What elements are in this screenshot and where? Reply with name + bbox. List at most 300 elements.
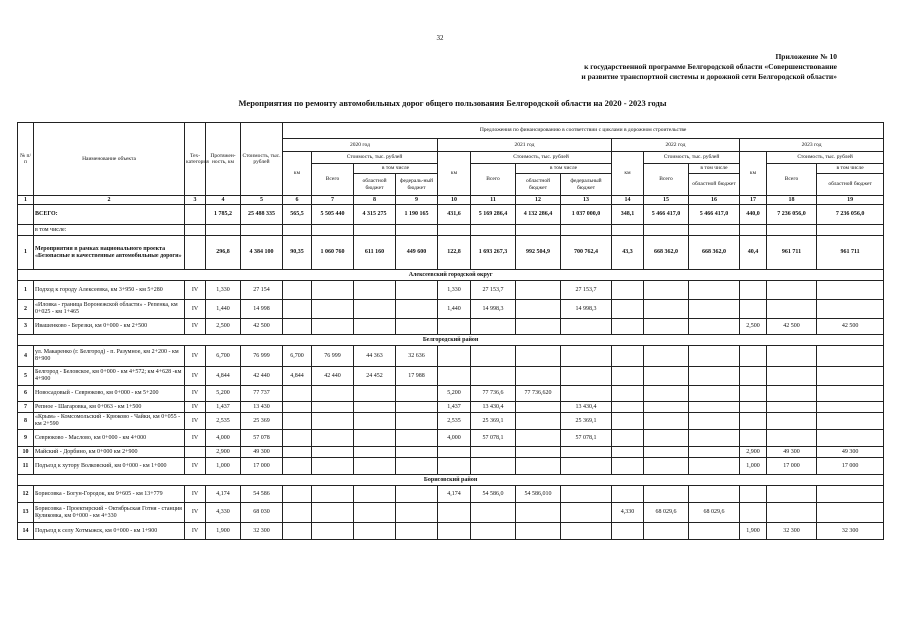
roads-repair-table xyxy=(17,122,884,540)
cell xyxy=(396,225,438,236)
cell xyxy=(438,447,471,458)
cell: 1 037 000,0 xyxy=(561,205,612,225)
cell: 5 505 440 xyxy=(312,205,354,225)
cell xyxy=(689,367,740,386)
cell xyxy=(644,447,689,458)
cell xyxy=(817,346,884,367)
cell: 4,844 xyxy=(283,367,312,386)
cell: 49 300 xyxy=(241,447,283,458)
cell: 25 488 335 xyxy=(241,205,283,225)
hdr-cost-2021: Стоимость, тыс. рублей xyxy=(471,152,612,164)
cell xyxy=(283,503,312,523)
cell xyxy=(438,523,471,540)
cell: 13 430,4 xyxy=(561,402,612,413)
cell: 77 737 xyxy=(241,386,283,402)
row-name: Белгород - Беловское, км 0+000 - км 4+572; км 4+628 -км 4+900 xyxy=(34,367,185,386)
cell xyxy=(740,413,767,430)
cell xyxy=(644,281,689,300)
cell xyxy=(516,367,561,386)
cell xyxy=(396,503,438,523)
cell xyxy=(516,319,561,335)
cell: 449 600 xyxy=(396,236,438,270)
hdr-name: Наименование объекта xyxy=(34,123,185,196)
row-no: 1 xyxy=(18,236,34,270)
cell xyxy=(283,402,312,413)
cell xyxy=(740,503,767,523)
cell xyxy=(312,281,354,300)
cell xyxy=(689,386,740,402)
cell: 5,200 xyxy=(206,386,241,402)
table-row xyxy=(18,486,884,503)
cell xyxy=(283,300,312,319)
hdr-cost: Стоимость, тыс. рублей xyxy=(241,123,283,196)
row-no: 4 xyxy=(18,346,34,367)
table-row xyxy=(18,281,884,300)
hdr-total-2023: Всего xyxy=(767,164,817,196)
cell: 77 736,6 xyxy=(471,386,516,402)
incl-label: в том числе: xyxy=(34,225,185,236)
cell xyxy=(283,447,312,458)
cell xyxy=(241,225,283,236)
row-no: 7 xyxy=(18,402,34,413)
cell xyxy=(312,458,354,475)
cell: 17 000 xyxy=(241,458,283,475)
cell xyxy=(396,523,438,540)
table-row xyxy=(18,447,884,458)
cell: 25 369,1 xyxy=(561,413,612,430)
cell xyxy=(740,346,767,367)
cell: 6,700 xyxy=(206,346,241,367)
cell xyxy=(471,319,516,335)
cell: IV xyxy=(185,367,206,386)
cell: 13 430,4 xyxy=(471,402,516,413)
cell xyxy=(471,503,516,523)
cell: 668 362,0 xyxy=(644,236,689,270)
colnum: 9 xyxy=(396,196,438,205)
cell xyxy=(312,402,354,413)
cell: 5,200 xyxy=(438,386,471,402)
cell xyxy=(689,319,740,335)
row-no: 6 xyxy=(18,386,34,402)
cell: 7 236 056,0 xyxy=(767,205,817,225)
row-name: Новосадовый - Севрюково, км 0+000 - км 5+200 xyxy=(34,386,185,402)
cell xyxy=(516,402,561,413)
cell xyxy=(767,430,817,447)
cell xyxy=(471,225,516,236)
appendix-line-1: Приложение № 10 xyxy=(775,52,837,61)
cell xyxy=(312,300,354,319)
cell xyxy=(312,503,354,523)
cell: 42 440 xyxy=(312,367,354,386)
cell: 4,174 xyxy=(206,486,241,503)
cell xyxy=(561,319,612,335)
cell xyxy=(354,447,396,458)
cell: 2,500 xyxy=(740,319,767,335)
cell xyxy=(283,225,312,236)
cell: 68 029,6 xyxy=(689,503,740,523)
cell xyxy=(740,300,767,319)
cell xyxy=(516,430,561,447)
cell xyxy=(817,413,884,430)
cell: 5 466 417,0 xyxy=(689,205,740,225)
hdr-reg-2022: областной бюджет xyxy=(689,174,740,196)
cell: 4 384 100 xyxy=(241,236,283,270)
hdr-incl-2021: в том числе xyxy=(516,164,612,174)
total-label: ВСЕГО: xyxy=(34,205,185,225)
cell: 122,8 xyxy=(438,236,471,270)
colnum: 10 xyxy=(438,196,471,205)
hdr-km-2023: км xyxy=(740,152,767,196)
cell: 17 988 xyxy=(396,367,438,386)
hdr-2021: 2021 год xyxy=(438,139,612,152)
cell xyxy=(516,447,561,458)
cell xyxy=(396,458,438,475)
table-row xyxy=(18,413,884,430)
cell xyxy=(767,413,817,430)
colnum: 18 xyxy=(767,196,817,205)
cell: 1,437 xyxy=(438,402,471,413)
cell: 668 362,0 xyxy=(689,236,740,270)
cell: IV xyxy=(185,319,206,335)
cell xyxy=(767,300,817,319)
cell xyxy=(354,523,396,540)
row-no: 8 xyxy=(18,413,34,430)
hdr-incl-2023: в том числе xyxy=(817,164,884,174)
cell xyxy=(561,458,612,475)
row-no: 12 xyxy=(18,486,34,503)
colnum: 15 xyxy=(644,196,689,205)
colnum: 17 xyxy=(740,196,767,205)
hdr-2020: 2020 год xyxy=(283,139,438,152)
cell: 32 300 xyxy=(767,523,817,540)
colnum: 14 xyxy=(612,196,644,205)
cell xyxy=(354,430,396,447)
cell xyxy=(817,386,884,402)
cell xyxy=(561,367,612,386)
cell xyxy=(740,367,767,386)
cell xyxy=(644,346,689,367)
cell: 4,330 xyxy=(206,503,241,523)
cell xyxy=(612,225,644,236)
cell: 431,6 xyxy=(438,205,471,225)
cell: 24 452 xyxy=(354,367,396,386)
row-no: 13 xyxy=(18,503,34,523)
cell: IV xyxy=(185,458,206,475)
cell xyxy=(817,281,884,300)
cell xyxy=(817,300,884,319)
row-name: Подъезд к селу Хотмыжск, км 0+000 - км 1+900 xyxy=(34,523,185,540)
cell xyxy=(438,346,471,367)
cell: 77 736,620 xyxy=(516,386,561,402)
cell xyxy=(817,503,884,523)
cell xyxy=(354,458,396,475)
cell: 57 078 xyxy=(241,430,283,447)
cell xyxy=(561,225,612,236)
cell xyxy=(396,413,438,430)
row-name: «Иловка - граница Воронежской области» - Репенка, км 0+025 - км 1+465 xyxy=(34,300,185,319)
cell xyxy=(354,413,396,430)
colnum: 6 xyxy=(283,196,312,205)
cell xyxy=(767,402,817,413)
section-row xyxy=(18,335,884,346)
cell xyxy=(767,225,817,236)
hdr-category: Тех-категория xyxy=(185,123,206,196)
cell xyxy=(312,413,354,430)
hdr-km-2020: км xyxy=(283,152,312,196)
cell: 4,844 xyxy=(206,367,241,386)
cell xyxy=(312,523,354,540)
cell xyxy=(354,503,396,523)
cell xyxy=(644,430,689,447)
cell: 992 504,9 xyxy=(516,236,561,270)
row-name: ул. Макаренко (г. Белгород) - п. Разумное, км 2+200 - км 8+900 xyxy=(34,346,185,367)
cell xyxy=(396,486,438,503)
table-row xyxy=(18,319,884,335)
cell: 27 153,7 xyxy=(471,281,516,300)
cell: 4,000 xyxy=(438,430,471,447)
cell: IV xyxy=(185,281,206,300)
cell: 4,174 xyxy=(438,486,471,503)
cell xyxy=(612,486,644,503)
row-name: «Крым» - Комсомольский - Крюково - Чайки, км 0+055 - км 2+590 xyxy=(34,413,185,430)
cell: 14 998 xyxy=(241,300,283,319)
colnum: 16 xyxy=(689,196,740,205)
cell: 13 430 xyxy=(241,402,283,413)
hdr-reg-2023: областной бюджет xyxy=(817,174,884,196)
cell xyxy=(354,486,396,503)
cell xyxy=(561,523,612,540)
cell xyxy=(740,281,767,300)
cell: 961 711 xyxy=(817,236,884,270)
row-name: Севрюково - Маслово, км 0+000 - км 4+000 xyxy=(34,430,185,447)
cell xyxy=(817,486,884,503)
cell xyxy=(516,225,561,236)
row-name: Подход к городу Алексеевка, км 3+950 - км 5+280 xyxy=(34,281,185,300)
cell: IV xyxy=(185,523,206,540)
cell: 1 785,2 xyxy=(206,205,241,225)
cell: 54 586,010 xyxy=(516,486,561,503)
cell: 1,000 xyxy=(206,458,241,475)
cell xyxy=(396,430,438,447)
cell xyxy=(354,300,396,319)
cell xyxy=(817,225,884,236)
cell: 700 762,4 xyxy=(561,236,612,270)
cell xyxy=(561,447,612,458)
hdr-no: № п/п xyxy=(18,123,34,196)
table-row xyxy=(18,402,884,413)
cell xyxy=(767,386,817,402)
cell xyxy=(516,346,561,367)
cell xyxy=(612,319,644,335)
cell xyxy=(396,319,438,335)
colnum: 2 xyxy=(34,196,185,205)
cell: 2,535 xyxy=(438,413,471,430)
section-row xyxy=(18,475,884,486)
cell xyxy=(516,281,561,300)
cell xyxy=(354,402,396,413)
colnum: 1 xyxy=(18,196,34,205)
cell xyxy=(644,486,689,503)
cell xyxy=(312,447,354,458)
cell xyxy=(312,486,354,503)
cell: 76 999 xyxy=(312,346,354,367)
cell xyxy=(767,346,817,367)
cell xyxy=(644,367,689,386)
appendix-line-3: и развитие транспортной системы и дорожной сети Белгородской области» xyxy=(581,72,837,81)
cell xyxy=(471,458,516,475)
table-row xyxy=(18,367,884,386)
cell: 1 060 760 xyxy=(312,236,354,270)
cell xyxy=(612,447,644,458)
cell xyxy=(312,319,354,335)
cell xyxy=(767,367,817,386)
cell: 6,700 xyxy=(283,346,312,367)
national-project-row xyxy=(18,236,884,270)
cell: 961 711 xyxy=(767,236,817,270)
row-name: Репное - Шагаровка, км 0+063 - км 1+500 xyxy=(34,402,185,413)
row-name: Подъезд к хутору Волковский, км 0+000 - км 1+000 xyxy=(34,458,185,475)
cell xyxy=(561,346,612,367)
cell: 49 300 xyxy=(817,447,884,458)
row-name: Майский - Дорбино, км 0+000 км 2+900 xyxy=(34,447,185,458)
cell xyxy=(185,447,206,458)
cell xyxy=(612,458,644,475)
cell: 1,330 xyxy=(438,281,471,300)
cell: 54 586,0 xyxy=(471,486,516,503)
cell xyxy=(817,402,884,413)
cell: 1,437 xyxy=(206,402,241,413)
cell xyxy=(740,386,767,402)
cell: 14 998,3 xyxy=(561,300,612,319)
cell xyxy=(689,346,740,367)
cell xyxy=(644,413,689,430)
cell: 25 369,1 xyxy=(471,413,516,430)
table-row xyxy=(18,300,884,319)
cell: 40,4 xyxy=(740,236,767,270)
appendix-line-2: к государственной программе Белгородской области «Совершенствование xyxy=(584,62,837,71)
cell xyxy=(283,486,312,503)
cell: 440,0 xyxy=(740,205,767,225)
cell: 43,3 xyxy=(612,236,644,270)
cell xyxy=(185,205,206,225)
cell xyxy=(18,205,34,225)
row-no: 14 xyxy=(18,523,34,540)
hdr-total-2020: Всего xyxy=(312,164,354,196)
table-row xyxy=(18,346,884,367)
section-title: Борисовский район xyxy=(18,475,884,486)
cell xyxy=(206,225,241,236)
cell xyxy=(817,367,884,386)
cell: 44 363 xyxy=(354,346,396,367)
hdr-funding: Предложения по финансированию в соответствии с циклами в дорожном строительстве xyxy=(283,123,884,139)
cell xyxy=(396,402,438,413)
cell xyxy=(767,486,817,503)
hdr-fed-2020: федераль-ный бюджет xyxy=(396,174,438,196)
cell xyxy=(612,413,644,430)
cell: 611 160 xyxy=(354,236,396,270)
cell: IV xyxy=(185,430,206,447)
cell: IV xyxy=(185,402,206,413)
cell: 1 693 267,3 xyxy=(471,236,516,270)
cell: 296,8 xyxy=(206,236,241,270)
colnum: 11 xyxy=(471,196,516,205)
cell: 1,440 xyxy=(438,300,471,319)
hdr-km-2022: км xyxy=(612,152,644,196)
cell xyxy=(396,281,438,300)
hdr-km-2021: км xyxy=(438,152,471,196)
cell xyxy=(689,458,740,475)
cell: 1,330 xyxy=(206,281,241,300)
cell xyxy=(283,281,312,300)
cell: 4,330 xyxy=(612,503,644,523)
row-no: 1 xyxy=(18,281,34,300)
cell: IV xyxy=(185,386,206,402)
cell: 42 440 xyxy=(241,367,283,386)
cell xyxy=(396,386,438,402)
cell xyxy=(740,486,767,503)
cell xyxy=(612,523,644,540)
cell xyxy=(644,300,689,319)
cell xyxy=(438,458,471,475)
hdr-incl-2020: в том числе xyxy=(354,164,438,174)
hdr-fed-2021: федеральный бюджет xyxy=(561,174,612,196)
cell xyxy=(516,458,561,475)
cell xyxy=(689,413,740,430)
page-number: 32 xyxy=(436,34,444,42)
cell: 76 999 xyxy=(241,346,283,367)
cell xyxy=(396,300,438,319)
cell xyxy=(612,402,644,413)
cell xyxy=(740,402,767,413)
hdr-cost-2023: Стоимость, тыс. рублей xyxy=(767,152,884,164)
cell xyxy=(283,430,312,447)
document-title: Мероприятия по ремонту автомобильных дорог общего пользования Белгородской области на 2020 - 2023 годы xyxy=(238,98,667,108)
table-row xyxy=(18,503,884,523)
table-row xyxy=(18,386,884,402)
cell: 4 132 286,4 xyxy=(516,205,561,225)
cell: IV xyxy=(185,300,206,319)
cell xyxy=(185,236,206,270)
cell xyxy=(689,300,740,319)
cell xyxy=(644,319,689,335)
hdr-cost-2020: Стоимость, тыс. рублей xyxy=(312,152,438,164)
cell: 42 500 xyxy=(817,319,884,335)
colnum: 7 xyxy=(312,196,354,205)
cell xyxy=(471,367,516,386)
hdr-cost-2022: Стоимость, тыс. рублей xyxy=(644,152,740,164)
cell xyxy=(561,486,612,503)
cell: 4,000 xyxy=(206,430,241,447)
row-name: Ивашенково - Березки, км 0+000 - км 2+500 xyxy=(34,319,185,335)
cell xyxy=(767,503,817,523)
cell xyxy=(689,486,740,503)
cell xyxy=(471,523,516,540)
hdr-total-2022: Всего xyxy=(644,164,689,196)
cell: 1,440 xyxy=(206,300,241,319)
hdr-reg-2021: областной бюджет xyxy=(516,174,561,196)
cell xyxy=(689,402,740,413)
cell xyxy=(561,503,612,523)
cell xyxy=(354,319,396,335)
cell xyxy=(438,319,471,335)
cell: 27 153,7 xyxy=(561,281,612,300)
cell xyxy=(516,413,561,430)
cell: IV xyxy=(185,413,206,430)
cell xyxy=(644,386,689,402)
cell: 54 586 xyxy=(241,486,283,503)
hdr-length: Протяжен-ность, км xyxy=(206,123,241,196)
cell: IV xyxy=(185,486,206,503)
